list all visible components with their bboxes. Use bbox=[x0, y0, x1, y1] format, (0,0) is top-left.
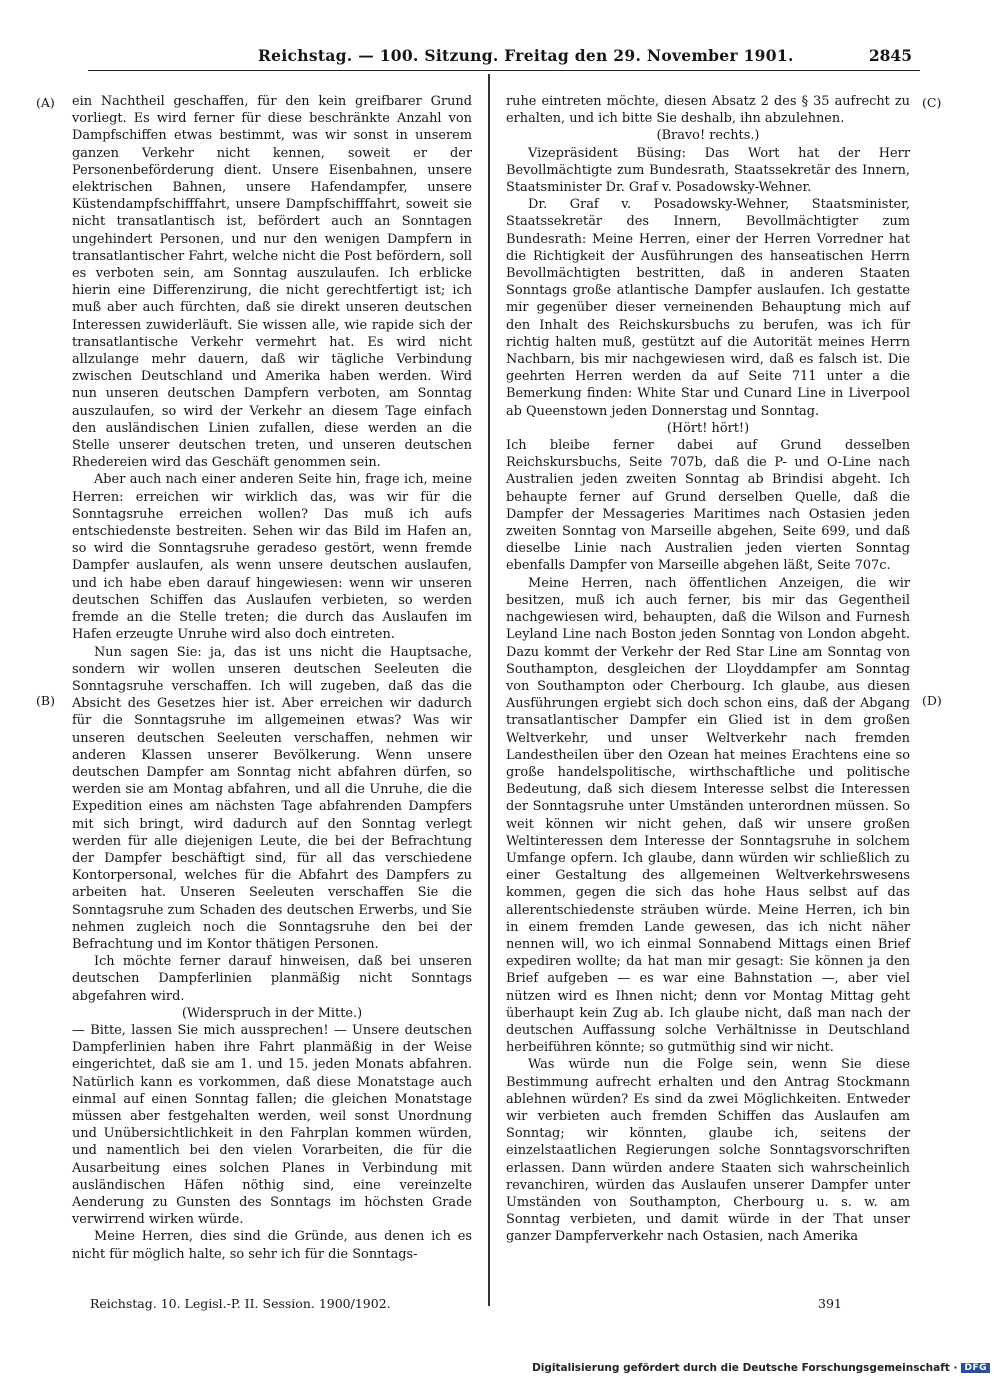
paragraph: Meine Herren, dies sind die Gründe, aus denen ich es nicht für möglich halte, so sehr ich für die Sonntags- bbox=[72, 1229, 472, 1262]
footer-sheet-number: 391 bbox=[818, 1296, 842, 1311]
paragraph: Vizepräsident Büsing: Das Wort hat der Herr Bevollmächtigte zum Bundesrath, Staatssekretär des Innern, Staatsminister Dr. Graf v. Posadowsky-Wehner. bbox=[506, 145, 910, 196]
credit-text: Digitalisierung gefördert durch die Deutsche Forschungsgemeinschaft · bbox=[532, 1362, 958, 1374]
left-column bbox=[72, 93, 472, 1263]
paragraph: Dr. Graf v. Posadowsky-Wehner, Staatsminister, Staatssekretär des Innern, Bevollmächtigter zum Bundesrath: Meine Herren, einer der Herren Vorredner hat die Richtigkeit der Ausführungen des hanseatischen Herrn Bevollmächtigten bestritten, daß in anderen Staaten Sonntags große atlantische Dampfer auslaufen. Ich gestatte mir gegenüber dieser verneinenden Behauptung mich auf den Inhalt des Reichskursbuchs zu berufen, was ich für richtig halten muß, gestützt auf die Autorität meines Herrn Nachbarn, bis mir nachgewiesen wird, daß es falsch ist. Die geehrten Herren werden da auf Seite 711 unter a die Bemerkung finden: White Star und Cunard Line in Liverpool ab Queenstown jeden Donnerstag und Sonntag. bbox=[506, 197, 910, 419]
margin-marker-b: (B) bbox=[36, 693, 55, 708]
running-title: Reichstag. — 100. Sitzung. Freitag den 29. November 1901. bbox=[258, 46, 794, 65]
page-header bbox=[88, 46, 920, 71]
page-number: 2845 bbox=[868, 46, 912, 65]
footer-session: Reichstag. 10. Legisl.-P. II. Session. 1900/1902. bbox=[90, 1296, 391, 1311]
paragraph: Ich bleibe ferner dabei auf Grund desselben Reichskursbuchs, Seite 707b, daß die P- und O-Line nach Australien jeden zweiten Sonntag ab Brindisi abgeht. Ich behaupte ferner auf Grund derselben Quelle, daß die Dampfer der Messageries Maritimes nach Ostasien jeden zweiten Sonntag von Marseille abgehen, Seite 699, und daß dieselbe Linie nach Australien jeden vierten Sonntag ebenfalls Dampfer von Marseille abgehen läßt, Seite 707c. bbox=[506, 438, 910, 574]
paragraph: Meine Herren, nach öffentlichen Anzeigen, die wir besitzen, muß ich auch ferner, bis mir das Gegentheil nachgewiesen wird, behaupten, daß die Wilson and Furnesh Leyland Line nach Boston jeden Sonntag von London abgeht. Dazu kommt der Verkehr der Red Star Line am Sonntag von Southampton, desgleichen der Lloyddampfer am Sonntag von Southampton oder Cherbourg. Ich glaube, aus diesen Ausführungen ergiebt sich doch schon eins, daß der Abgang transatlantischer Dampfer ein Glied ist in dem großen Weltverkehr, und unser Weltverkehr nach fremden Landestheilen über den Ozean hat meines Erachtens eine so große handelspolitische, wirthschaftliche und politische Bedeutung, daß sich diesem Interesse selbst die Interessen der Sonntagsruhe unter Umständen unterordnen müssen. So weit können wir nicht gehen, daß wir unsere großen Weltinteressen dem Interesse der Sonntagsruhe in solchem Umfange opfern. Ich glaube, dann würden wir schließlich zu einer Gestaltung des allgemeinen Weltverkehrswesens kommen, gegen die sich das hohe Haus selbst auf das allerentschiedenste sträuben würde. Meine Herren, ich bin in einem fremden Lande gewesen, das ich nicht näher nennen will, wo ich einmal Sonnabend Mittags einen Brief expediren wollte; da hat man mir gesagt: Sie können ja den Brief aufgeben — es war eine Bahnstation —, aber viel nützen wird es Ihnen nicht; denn vor Montag Mittag geht überhaupt kein Zug ab. Ich glaube nicht, daß man nach der deutschen Auffassung solche Verhältnisse in Deutschland herbeiführen könnte; so gutmüthig sind wir nicht. bbox=[506, 575, 910, 1056]
margin-marker-d: (D) bbox=[922, 693, 942, 708]
digitization-credit bbox=[532, 1362, 990, 1374]
paragraph: — Bitte, lassen Sie mich aussprechen! — Unsere deutschen Dampferlinien haben ihre Fahrt planmäßig in der Weise eingerichtet, daß sie am 1. und 15. jeden Monats abfahren. Natürlich kann es vorkommen, daß diese Monatstage auch einmal auf einen Sonntag fallen; die gleichen Monatstage müssen aber festgehalten werden, weil sonst Unordnung und Unübersichtlichkeit in den Fahrplan kommen würden, und namentlich bei den vielen Vorarbeiten, die für die Ausarbeitung eines solchen Planes in Verbindung mit ausländischen Häfen nöthig sind, eine vereinzelte Aenderung zu Gunsten des Sonntags im höchsten Grade verwirrend wirken würde. bbox=[72, 1022, 472, 1228]
margin-marker-a: (A) bbox=[36, 95, 55, 110]
margin-marker-c: (C) bbox=[922, 95, 942, 110]
paragraph: Ich möchte ferner darauf hinweisen, daß bei unseren deutschen Dampferlinien planmäßig nicht Sonntags abgefahren wird. bbox=[72, 954, 472, 1004]
interjection: (Bravo! rechts.) bbox=[656, 128, 760, 144]
interjection: (Hört! hört!) bbox=[666, 420, 750, 436]
interjection: (Widerspruch in der Mitte.) bbox=[181, 1005, 363, 1021]
paragraph: ein Nachtheil geschaffen, für den kein greifbarer Grund vorliegt. Es wird ferner für diese beschränkte Anzahl von Dampfschiffen etwas bestimmt, was wir sonst in unserem ganzen Verkehr nicht kennen, soweit er der Personenbeförderung dient. Unsere Eisenbahnen, unsere elektrischen Bahnen, unsere Hafendampfer, unsere Küstendampfschifffahrt, unsere Dampfschifffahrt, soweit sie nicht transatlantisch ist, befördert auch an Sonntagen ungehindert Personen, und nur den wenigen Dampfern in transatlantischer Fahrt, welche nicht die Post befördern, soll es verboten sein, am Sonntag auszulaufen. Ich erblicke hierin eine Differenzirung, die nicht gerechtfertigt ist; ich muß aber auch fürchten, daß sie direkt unseren deutschen Interessen zuwiderläuft. Sie wissen alle, wie rapide sich der transatlantische Verkehr vermehrt hat. Es wird nicht allzulange mehr dauern, daß wir tägliche Verbindung zwischen Deutschland und Amerika haben werden. Wird nun unseren deutschen Dampfern verboten, am Sonntag auszulaufen, so wird der Verkehr an diesem Tage einfach den ausländischen Linien zufallen, diese werden an die Stelle unserer deutschen treten, und unseren deutschen Rhedereien wird das Geschäft genommen sein. bbox=[72, 94, 472, 471]
right-column bbox=[506, 93, 910, 1246]
column-divider bbox=[488, 74, 490, 1306]
paragraph: Aber auch nach einer anderen Seite hin, frage ich, meine Herren: erreichen wir wirklich das, was wir für die Sonntagsruhe erreichen wollen? Das muß ich aufs entschiedenste bestreiten. Sehen wir das Bild im Hafen an, so wird die Sonntagsruhe geradeso gestört, wenn fremde Dampfer auslaufen, als wenn unsere deutschen auslaufen, und ich habe eben darauf hingewiesen: wenn wir unseren deutschen Schiffen das Auslaufen verbieten, so werden fremde an die Stelle treten; die durch das Auslaufen im Hafen erzeugte Unruhe wird also doch eintreten. bbox=[72, 472, 472, 643]
paragraph: Was würde nun die Folge sein, wenn Sie diese Bestimmung aufrecht erhalten und den Antrag Stockmann ablehnen würden? Es sind da zwei Möglichkeiten. Entweder wir verbieten auch fremden Schiffen das Auslaufen am Sonntag; wir könnten, glaube ich, seitens der einzelstaatlichen Regierungen solche Sonntagsvorschriften erlassen. Dann würden andere Staaten sich wahrscheinlich revanchiren, würden das Auslaufen unserer Dampfer unter Umständen von Southampton, Cherbourg u. s. w. am Sonntag verbieten, und damit würde in der That unser ganzer Dampferverkehr nach Ostasien, nach Amerika bbox=[506, 1057, 910, 1245]
dfg-logo: DFG bbox=[961, 1363, 990, 1373]
paragraph: Nun sagen Sie: ja, das ist uns nicht die Hauptsache, sondern wir wollen unseren deutschen Seeleuten die Sonntagsruhe verschaffen. Ich will zugeben, daß das die Absicht des Gesetzes hier ist. Aber erreichen wir dadurch für die Sonntagsruhe im allgemeinen etwas? Was wir unseren deutschen Seeleuten verschaffen, nehmen wir anderen Klassen unserer Bevölkerung. Wenn unsere deutschen Dampfer am Sonntag nicht abfahren dürfen, so werden sie am Montag abfahren, und all die Unruhe, die die Expedition eines am nächsten Tage abfahrenden Dampfers mit sich bringt, wird dadurch auf den Sonntag verlegt werden für alle diejenigen Leute, die bei der Befrachtung der Dampfer beschäftigt sind, für all das verschiedene Kontorpersonal, welches für die Abfahrt des Dampfers zu arbeiten hat. Unseren Seeleuten verschaffen Sie die Sonntagsruhe zum Schaden des deutschen Erwerbs, und Sie nehmen zugleich noch die Sonntagsruhe den bei der Befrachtung und im Kontor thätigen Personen. bbox=[72, 644, 472, 952]
paragraph: ruhe eintreten möchte, diesen Absatz 2 des § 35 aufrecht zu erhalten, und ich bitte Sie deshalb, ihn abzulehnen. bbox=[506, 94, 910, 127]
